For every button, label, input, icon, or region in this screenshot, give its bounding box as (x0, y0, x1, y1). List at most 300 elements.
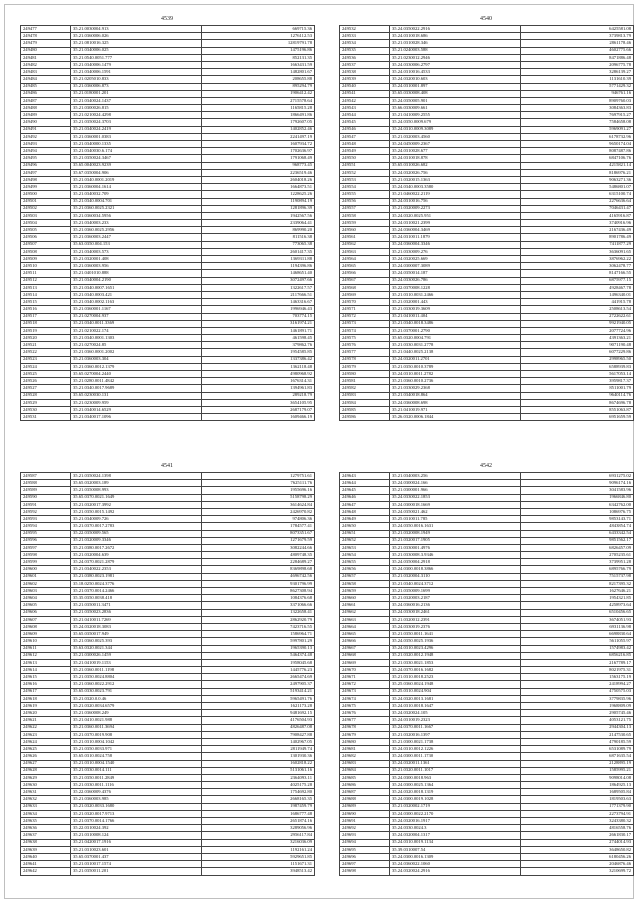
value-cell: 5617053.14 (521, 371, 634, 378)
row-id-cell: 249603 (21, 588, 71, 595)
row-id-cell: 249621 (21, 717, 71, 724)
value-cell: 1602818.22 (202, 760, 315, 767)
value-cell: 6180456.26 (521, 853, 634, 860)
value-cell: 1954321.85 (521, 595, 634, 602)
coordinate-cell: 35.18.0250.0024.3776 (71, 580, 202, 587)
row-id-cell: 249683 (340, 760, 390, 767)
coordinate-cell: 35.65.0350017.949 (71, 631, 202, 638)
row-id-cell: 249478 (21, 33, 71, 40)
value-cell: 8627308.94 (202, 588, 315, 595)
table-row (340, 234, 634, 241)
row-id-cell: 249585 (340, 406, 390, 413)
table-row (21, 588, 315, 595)
coordinate-cell: 35.67.0350004.906 (71, 169, 202, 176)
value-cell: 5486801.07 (521, 184, 634, 191)
value-cell: 3216036.09 (202, 839, 315, 846)
value-cell: 6931275.02 (521, 473, 634, 480)
table-row (340, 559, 634, 566)
table-row (340, 313, 634, 320)
row-id-cell: 249545 (340, 119, 390, 126)
value-cell: 4696742.56 (202, 573, 315, 580)
table-row (340, 580, 634, 587)
value-cell: 5771429.32 (521, 83, 634, 90)
value-cell: 3082244.66 (202, 544, 315, 551)
coordinate-cell: 35.66.0330009.661 (390, 105, 521, 112)
coordinate-cell: 35.24.0350014.187 (390, 270, 521, 277)
coordinate-cell: 35.21.0270004.937 (71, 313, 202, 320)
value-cell: 5193414.21 (202, 688, 315, 695)
value-cell: 6875977.15 (521, 277, 634, 284)
row-id-cell: 249628 (21, 767, 71, 774)
value-cell: 1864925.13 (521, 782, 634, 789)
table-row (340, 335, 634, 342)
table-row (21, 853, 315, 860)
coordinate-cell: 35.21.0360006.026 (71, 33, 202, 40)
coordinate-cell: 35.21.0320.0.0.46 (71, 695, 202, 702)
value-cell: 2117666.51 (202, 291, 315, 298)
row-id-cell: 249609 (21, 631, 71, 638)
value-cell: 4258973.64 (521, 602, 634, 609)
row-id-cell: 249560 (340, 227, 390, 234)
row-id-cell: 249559 (340, 220, 390, 227)
row-id-cell: 249635 (21, 818, 71, 825)
coordinate-cell: 35.21.0360001.1167 (71, 306, 202, 313)
row-id-cell: 249529 (21, 399, 71, 406)
coordinate-cell: 35.21.0460022.2119 (390, 191, 521, 198)
coordinate-cell: 35.21.0360.0025.2956 (71, 227, 202, 234)
value-cell: 4928467.78 (521, 284, 634, 291)
value-cell: 1369311.88 (202, 256, 315, 263)
row-id-cell: 249620 (21, 710, 71, 717)
table-row (340, 832, 634, 839)
row-id-cell: 249595 (21, 530, 71, 537)
table-row (340, 861, 634, 868)
table-row (340, 119, 634, 126)
coordinate-cell: 35.22.0370008.1228 (390, 284, 521, 291)
row-id-cell: 249556 (340, 198, 390, 205)
value-cell: 6531089.79 (521, 746, 634, 753)
coordinate-cell: 35.24.0330018.2461 (390, 609, 521, 616)
table-row (21, 839, 315, 846)
table-row (340, 54, 634, 61)
coordinate-cell: 35.21.0340032.709 (71, 191, 202, 198)
coordinate-cell: 35.24.0300.0019.1028 (390, 796, 521, 803)
coordinate-cell: 35.25.0310.0024.904 (390, 688, 521, 695)
row-id-cell: 249533 (340, 33, 390, 40)
value-cell: 1664873.51 (202, 184, 315, 191)
value-cell: 3674051.93 (521, 616, 634, 623)
table-row (21, 212, 315, 219)
coordinate-cell: 35.21.0030004.913 (71, 26, 202, 33)
row-id-cell: 249522 (21, 349, 71, 356)
table-row (340, 220, 634, 227)
value-cell: 3779835.96 (521, 695, 634, 702)
value-cell: 6433342.54 (521, 530, 634, 537)
value-cell: 7046431.47 (521, 205, 634, 212)
coordinate-cell: 35.21.0320.0011.1017 (390, 767, 521, 774)
table-row (21, 227, 315, 234)
value-cell: 1609466.19 (202, 414, 315, 421)
table-row (340, 473, 634, 480)
row-id-cell: 249514 (21, 291, 71, 298)
row-id-cell: 249696 (340, 853, 390, 860)
row-id-cell: 249526 (21, 378, 71, 385)
value-cell: 6342762.00 (521, 501, 634, 508)
value-cell: 5611055.97 (521, 638, 634, 645)
table-row (21, 544, 315, 551)
table-row (21, 169, 315, 176)
coordinate-cell: 35.65.0370.0021.1649 (71, 494, 202, 501)
row-id-cell: 249492 (21, 133, 71, 140)
row-id-cell: 249647 (340, 501, 390, 508)
row-id-cell: 249692 (340, 825, 390, 832)
row-id-cell: 249505 (21, 227, 71, 234)
value-cell: 4215821.14 (521, 162, 634, 169)
row-id-cell: 249673 (340, 688, 390, 695)
value-cell: 6698830.64 (521, 631, 634, 638)
value-cell: 3636091.65 (521, 248, 634, 255)
row-id-cell: 249502 (21, 205, 71, 212)
row-id-cell: 249678 (340, 724, 390, 731)
table-row (340, 406, 634, 413)
row-id-cell: 249555 (340, 191, 390, 198)
table-row (340, 248, 634, 255)
value-cell: 2668165.35 (202, 796, 315, 803)
row-id-cell: 249654 (340, 552, 390, 559)
value-cell: 2339064.41 (202, 220, 315, 227)
table-row (340, 573, 634, 580)
coordinate-cell: 35.24.0300.0025.1364 (390, 782, 521, 789)
table-row (21, 724, 315, 731)
coordinate-cell: 35.24.0350021.462 (390, 508, 521, 515)
coordinate-cell: 35.24.0320011.2701 (390, 356, 521, 363)
value-cell: 5997801.29 (202, 638, 315, 645)
table-row (340, 839, 634, 846)
value-cell: 3286139.27 (521, 69, 634, 76)
value-cell: 2284689.27 (202, 559, 315, 566)
value-cell: 3371066.66 (202, 602, 315, 609)
coordinate-cell: 35.24.0300.0016.1309 (390, 853, 521, 860)
table-row (21, 803, 315, 810)
table-row (340, 399, 634, 406)
table-row (340, 645, 634, 652)
value-cell: 2508613.54 (521, 306, 634, 313)
coordinate-cell: 35.24.0360008.698 (390, 399, 521, 406)
row-id-cell: 249602 (21, 580, 71, 587)
coordinate-cell: 35.21.0330009.276 (390, 248, 521, 255)
row-id-cell: 249594 (21, 523, 71, 530)
row-id-cell: 249641 (21, 861, 71, 868)
value-cell: 1676314.31 (202, 378, 315, 385)
value-cell: 1784577.41 (202, 523, 315, 530)
coordinate-cell: 35.24.0310.0018.1647 (390, 703, 521, 710)
value-cell: 1228625.26 (202, 191, 315, 198)
table-row (21, 623, 315, 630)
table-row (21, 363, 315, 370)
row-id-cell: 249530 (21, 406, 71, 413)
coordinate-cell: 35.21.0350023.2836 (71, 609, 202, 616)
row-id-cell: 249677 (340, 717, 390, 724)
coordinate-cell: 35.21.0360.0012.1379 (71, 363, 202, 370)
table-row (21, 97, 315, 104)
value-cell: 1281896.39 (202, 205, 315, 212)
row-id-cell: 249626 (21, 753, 71, 760)
value-cell: 1585995.21 (521, 767, 634, 774)
row-id-cell: 249659 (340, 588, 390, 595)
row-id-cell: 249483 (21, 69, 71, 76)
value-cell: 2426970.82 (202, 508, 315, 515)
value-cell: 1702636.97 (202, 148, 315, 155)
row-id-cell: 249625 (21, 746, 71, 753)
row-id-cell: 249682 (340, 753, 390, 760)
row-id-cell: 249645 (340, 487, 390, 494)
table-row (340, 212, 634, 219)
value-cell: 1461891.71 (202, 327, 315, 334)
value-cell: 5131061.16 (202, 767, 315, 774)
row-id-cell: 249532 (340, 26, 390, 33)
value-cell: 1563175.19 (521, 674, 634, 681)
table-row (21, 825, 315, 832)
row-id-cell: 249537 (340, 61, 390, 68)
coordinate-cell: 35.24.0310.0011.2782 (390, 371, 521, 378)
table-row (340, 530, 634, 537)
row-id-cell: 249497 (21, 169, 71, 176)
coordinate-cell: 35.24.0330022.1853 (390, 494, 521, 501)
coordinate-cell: 35.21.0340006.025 (71, 47, 202, 54)
coordinate-cell: 35.39.0310007.54 (390, 846, 521, 853)
coordinate-cell: 35.24.0330026.786 (390, 277, 521, 284)
table-row (21, 284, 315, 291)
value-cell: 4826487.08 (202, 724, 315, 731)
table-row (340, 868, 634, 875)
value-cell: 1965390.13 (202, 645, 315, 652)
row-id-cell: 249588 (21, 480, 71, 487)
value-cell: 3062478.77 (521, 263, 634, 270)
row-id-cell: 249535 (340, 47, 390, 54)
coordinate-cell: 35.21.0330.0014.111 (71, 767, 202, 774)
coordinate-cell: 35.21.0320012.2391 (390, 616, 521, 623)
value-cell: 6871635.54 (521, 753, 634, 760)
table-row (340, 61, 634, 68)
table-row (340, 76, 634, 83)
row-id-cell: 249568 (340, 284, 390, 291)
table-row (340, 349, 634, 356)
value-cell: 2862920.79 (202, 616, 315, 623)
coordinate-cell: 35.65.0370001.437 (71, 853, 202, 860)
row-id-cell: 249550 (340, 155, 390, 162)
row-id-cell: 249577 (340, 349, 390, 356)
table-row (340, 155, 634, 162)
coordinate-cell: 35.21.0340.0002.1163 (71, 299, 202, 306)
value-cell: 895294.79 (202, 83, 315, 90)
table-panel-4539 (20, 14, 314, 421)
coordinate-cell: 35.21.0300001.966 (390, 487, 521, 494)
value-cell: 8471886.48 (521, 54, 634, 61)
table-row (340, 162, 634, 169)
row-id-cell: 249516 (21, 306, 71, 313)
value-cell: 4809748.35 (202, 552, 315, 559)
value-cell: 968773.45 (202, 162, 315, 169)
table-row (21, 133, 315, 140)
coordinate-cell: 35.21.0340003.573 (71, 248, 202, 255)
coordinate-cell: 35.21.0360008.249 (71, 710, 202, 717)
value-cell: 1966846.80 (521, 494, 634, 501)
table-row (340, 753, 634, 760)
coordinate-cell: 35.26.0320.0006.1844 (390, 414, 521, 421)
table-row (340, 508, 634, 515)
coordinate-cell: 35.21.0360003.304 (71, 356, 202, 363)
value-cell: 2497905.37 (202, 681, 315, 688)
row-id-cell: 249643 (340, 473, 390, 480)
value-cell: 1996946.43 (202, 306, 315, 313)
value-cell: 1190894.19 (202, 198, 315, 205)
value-cell: 2944304.13 (521, 724, 634, 731)
table-row (21, 256, 315, 263)
coordinate-cell: 35.21.0310017.1574 (71, 861, 202, 868)
coordinate-cell: 35.24.0320.0013.1681 (390, 695, 521, 702)
value-cell: 3289056.96 (202, 825, 315, 832)
value-cell: 946761.16 (521, 90, 634, 97)
row-id-cell: 249662 (340, 609, 390, 616)
row-id-cell: 249548 (340, 141, 390, 148)
table-row (21, 184, 315, 191)
value-cell: 3072497.66 (202, 277, 315, 284)
value-cell: 3654105.95 (202, 399, 315, 406)
row-id-cell: 249494 (21, 148, 71, 155)
row-id-cell: 249627 (21, 760, 71, 767)
coordinate-cell: 35.24.0340.0003.3580 (390, 184, 521, 191)
row-id-cell: 249598 (21, 552, 71, 559)
table-row (340, 810, 634, 817)
table-row (340, 327, 634, 334)
table-row (340, 767, 634, 774)
table-row (21, 119, 315, 126)
value-cell: 6931136.98 (521, 623, 634, 630)
value-cell: 7697915.27 (521, 112, 634, 119)
coordinate-cell: 35.21.0410011.7269 (71, 616, 202, 623)
table-row (21, 47, 315, 54)
row-id-cell: 249666 (340, 638, 390, 645)
table-row (21, 76, 315, 83)
value-cell: 1607934.72 (202, 141, 315, 148)
value-cell: 2241497.19 (202, 133, 315, 140)
value-cell: 1754692.80 (202, 789, 315, 796)
row-id-cell: 249517 (21, 313, 71, 320)
coordinate-cell: 35.21.0370001.2790 (390, 327, 521, 334)
coordinate-cell: 35.24.0370.0021.2879 (71, 559, 202, 566)
coordinate-cell: 35.21.0350.0033.971 (71, 746, 202, 753)
coordinate-cell: 35.21.0320017.1905 (390, 537, 521, 544)
value-cell: 2167436.49 (521, 227, 634, 234)
coordinate-cell: 35.21.0340003.233 (71, 220, 202, 227)
coordinate-cell: 35.24.0360004.3469 (390, 227, 521, 234)
value-cell: 441915.78 (521, 299, 634, 306)
row-id-cell: 249493 (21, 141, 71, 148)
row-id-cell: 249632 (21, 796, 71, 803)
row-id-cell: 249648 (340, 508, 390, 515)
coordinate-cell: 35.21.0320009.2273 (390, 205, 521, 212)
value-cell: 2956117.84 (202, 832, 315, 839)
value-cell: 1322658.41 (202, 609, 315, 616)
value-cell: 2665474.69 (202, 674, 315, 681)
coordinate-cell: 35.21.0370.0014.1766 (71, 818, 202, 825)
value-cell: 4176504.93 (202, 717, 315, 724)
row-id-cell: 249498 (21, 176, 71, 183)
value-cell: 1958045.68 (202, 659, 315, 666)
table-row (21, 861, 315, 868)
coordinate-cell: 35.21.0320.0012.1948 (390, 652, 521, 659)
coordinate-cell: 35.65.0320003.189 (71, 480, 202, 487)
coordinate-cell: 35.21.0340017.1096 (71, 414, 202, 421)
coordinate-cell: 35.21.0360.0025.393 (71, 638, 202, 645)
row-id-cell: 249651 (340, 530, 390, 537)
value-cell: 6826457.09 (521, 544, 634, 551)
value-cell: 7625111.76 (202, 480, 315, 487)
coordinate-cell: 35.21.0410019.1153 (71, 659, 202, 666)
coordinate-cell: 35.21.0350024.1398 (71, 473, 202, 480)
value-cell: 6425581.08 (521, 26, 634, 33)
row-id-cell: 249569 (340, 291, 390, 298)
row-id-cell: 249649 (340, 516, 390, 523)
coordinate-cell: 35.25.0360.0024.1948 (390, 681, 521, 688)
coordinate-cell: 35.21.0340006.1591 (71, 69, 202, 76)
value-cell: 461598.45 (202, 335, 315, 342)
row-id-cell: 249565 (340, 263, 390, 270)
table-row (21, 609, 315, 616)
coordinate-cell: 35.21.0340.0003.421 (71, 291, 202, 298)
row-id-cell: 249541 (340, 90, 390, 97)
row-id-cell: 249634 (21, 810, 71, 817)
value-cell: 7411877.29 (521, 241, 634, 248)
value-cell: 9650174.04 (521, 141, 634, 148)
data-table (339, 472, 634, 876)
table-row (340, 284, 634, 291)
value-cell: 7584658.08 (521, 119, 634, 126)
value-cell: 3041583.96 (521, 487, 634, 494)
table-row (21, 40, 315, 47)
coordinate-cell: 35.25.0310011.785 (390, 516, 521, 523)
coordinate-cell: 35.21.0320015.1363 (390, 176, 521, 183)
table-row (21, 205, 315, 212)
row-id-cell: 249589 (21, 487, 71, 494)
coordinate-cell: 35.21.0340004.2190 (71, 277, 202, 284)
coordinate-cell: 35.24.0320026.756 (390, 169, 521, 176)
table-row (340, 803, 634, 810)
table-row (340, 480, 634, 487)
value-cell: 1394961.83 (202, 385, 315, 392)
value-cell: 2661830.17 (521, 832, 634, 839)
table-row (21, 789, 315, 796)
coordinate-cell: 35.21.0420017.1916 (71, 839, 202, 846)
coordinate-cell: 35.65.0330008.408 (390, 90, 521, 97)
coordinate-cell: 35.24.0360016.2136 (390, 602, 521, 609)
coordinate-cell: 35.21.0380.0017.2672 (71, 544, 202, 551)
row-id-cell: 249576 (340, 342, 390, 349)
row-id-cell: 249578 (340, 356, 390, 363)
coordinate-cell: 35.21.0360006.873 (71, 83, 202, 90)
table-row (21, 602, 315, 609)
coordinate-cell: 35.21.0350.0011.2849 (71, 774, 202, 781)
coordinate-cell: 35.24.0310.0009.3089 (390, 126, 521, 133)
coordinate-cell: 35.21.0440.0025.2138 (390, 349, 521, 356)
table-row (21, 342, 315, 349)
value-cell: 2687179.07 (202, 406, 315, 413)
coordinate-cell: 35.21.0320001.408 (71, 256, 202, 263)
row-id-cell: 249618 (21, 695, 71, 702)
coordinate-cell: 35.21.0410009.2555 (390, 112, 521, 119)
row-id-cell: 249695 (340, 846, 390, 853)
value-cell: 1955696.16 (202, 487, 315, 494)
